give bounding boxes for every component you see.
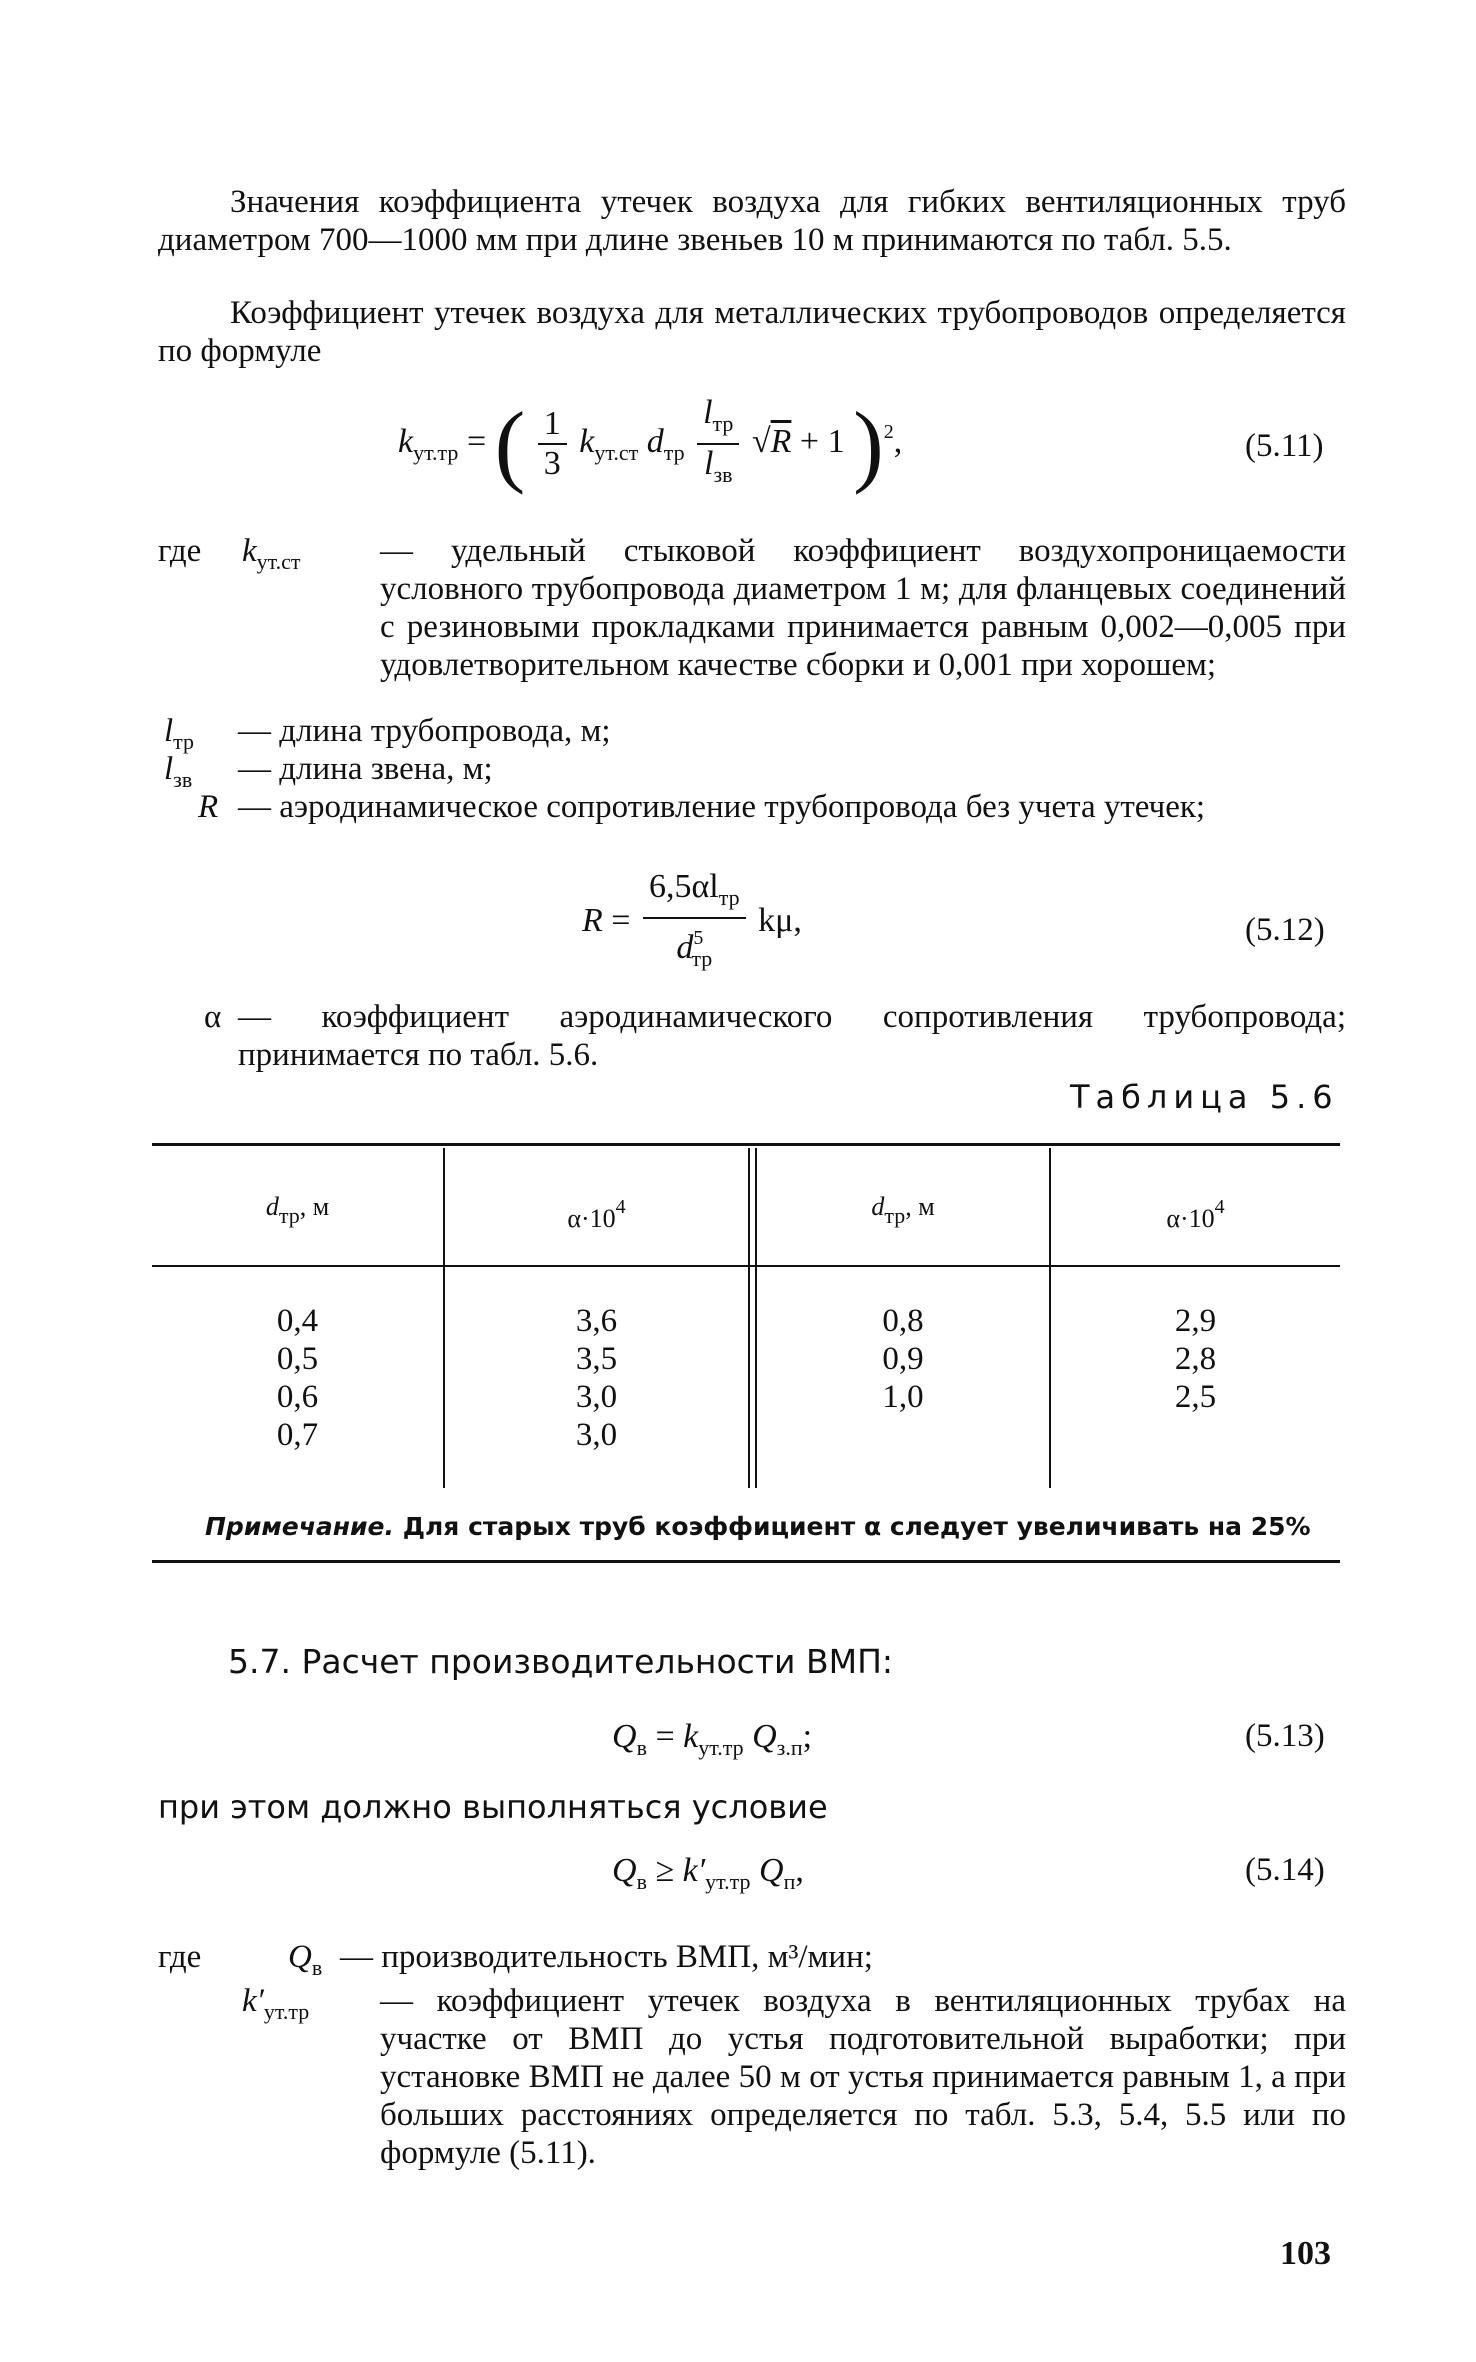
definition-text: — аэродинамическое сопротивление трубопровода без учета утечек; [238, 789, 1206, 825]
definition-Qv: где $Q_в$ — производительность ВМП, м³/мин; [158, 1938, 1346, 1978]
paragraph-text: Коэффициент утечек воздуха для металлических трубопроводов определяется по формуле [158, 295, 1346, 369]
definition-text: — производительность ВМП, м³/мин; [340, 1939, 873, 1975]
formula-5-12: R = $\frac{6,5\alpha l_{тр}}{d^5_{тр}}$ kμ, [582, 868, 802, 971]
definition-text: — длина звена, м; [238, 751, 493, 787]
formula-5-13: $Q_в = k_{ут.тр}$ $Q_{з.п}$; [612, 1718, 813, 1760]
fraction-length-ratio: $\frac{l_{тр}}{l_{зв}}$ [697, 394, 739, 494]
equation-number-5-13: (5.13) [1245, 1718, 1325, 1754]
definition-lzv: $l_{зв}$ — длина звена, м; [158, 750, 1346, 790]
symbol-kst: $k_{ут.ст}$ [242, 533, 301, 574]
definition-text: — длина трубопровода, м; [238, 713, 611, 749]
condition-text: при этом должно выполняться условие [158, 1788, 828, 1826]
equation-number-5-11: (5.11) [1245, 428, 1324, 464]
formula-5-14: $Q_в \ge k'_{ут.тр}$ $Q_п$, [612, 1852, 804, 1894]
fraction-one-third: $\frac{1}{3}$ [538, 405, 567, 483]
column-alpha-2: 2,9 2,8 2,5 [1174, 1303, 1217, 1415]
definition-text: — коэффициент аэродинамического сопротивления трубопровода; принимается по табл. 5.6. [238, 999, 1346, 1073]
table-caption: Таблица 5.6 [1070, 1078, 1339, 1116]
definition-alpha: α — коэффициент аэродинамического сопротивления трубопровода; принимается по табл. 5.6. [204, 999, 1346, 1073]
definition-ltr: $l_{тр}$ — длина трубопровода, м; [158, 712, 1346, 752]
where-label: где [158, 1939, 202, 1975]
formula-5-11: $k_{ут.тр}$ = ( $\frac{1}{3}$ $k_{ут.ст}$ $d_{тр}$ $\frac{l_{тр}}{l_{зв}}$ √R + 1 )$^2$, [398, 393, 903, 495]
paragraph-leakage-flexible [158, 183, 1346, 259]
column-d-tr-1: 0,4 0,5 0,6 0,7 [276, 1303, 319, 1453]
table-note: Примечание. Для старых труб коэффициент α следует увеличивать на 25% [205, 1512, 1311, 1541]
header-d-tr-2: $d_{тр}$, м [871, 1192, 935, 1228]
definition-text: — удельный стыковой коэффициент воздухопроницаемости условного трубопровода диаметром 1 м; для фланцевых соединений с резиновыми прокладками принимается равным 0,002—0,005 при удовлетворительном качестве сборки и 0,001 при хорошем; [380, 533, 1346, 683]
equation-number-5-12: (5.12) [1245, 912, 1325, 948]
where-label: где [158, 533, 202, 569]
column-alpha-1: 3,6 3,5 3,0 3,0 [575, 1303, 618, 1453]
table-header-rule [152, 1265, 1340, 1267]
definition-text: — коэффициент утечек воздуха в вентиляционных трубах на участке от ВМП до устья подготовительной выработки; при установке ВМП не далее 50 м от устья принимается равным 1, а при больших расстояниях определяется по табл. 5.3, 5.4, 5.5 или по формуле (5.11). [380, 1983, 1346, 2171]
paragraph-leakage-metal [158, 294, 1346, 370]
section-5-7-heading: 5.7. Расчет производительности ВМП: [228, 1642, 894, 1681]
table-col-divider-double-a [748, 1148, 750, 1488]
definition-kst [158, 532, 1346, 712]
column-d-tr-2: 0,8 0,9 1,0 [882, 1303, 924, 1415]
table-bottom-rule [152, 1560, 1340, 1563]
equation-number-5-14: (5.14) [1245, 1852, 1325, 1888]
page-number: 103 [1280, 2235, 1331, 2272]
definition-k-prime: $k'_{ут.тр}$ — коэффициент утечек воздуха в вентиляционных трубах на участке от ВМП до устья подготовительной выработки; при установке ВМП не далее 50 м от устья принимается равным 1, а при больших расстояниях определяется по табл. 5.3, 5.4, 5.5 или по формуле (5.11). [242, 1983, 1346, 2171]
header-d-tr-1: $d_{тр}$, м [265, 1192, 330, 1228]
table-top-rule [152, 1143, 1340, 1146]
definition-R: R — аэродинамическое сопротивление трубопровода без учета утечек; [158, 788, 1346, 868]
header-alpha-1: $\alpha\cdot 10^4$ [567, 1196, 626, 1233]
paragraph-text: Значения коэффициента утечек воздуха для гибких вентиляционных труб диаметром 700—1000 мм при длине звеньев 10 м принимаются по табл. 5.5. [158, 184, 1346, 258]
header-alpha-2: $\alpha\cdot 10^4$ [1166, 1196, 1225, 1233]
